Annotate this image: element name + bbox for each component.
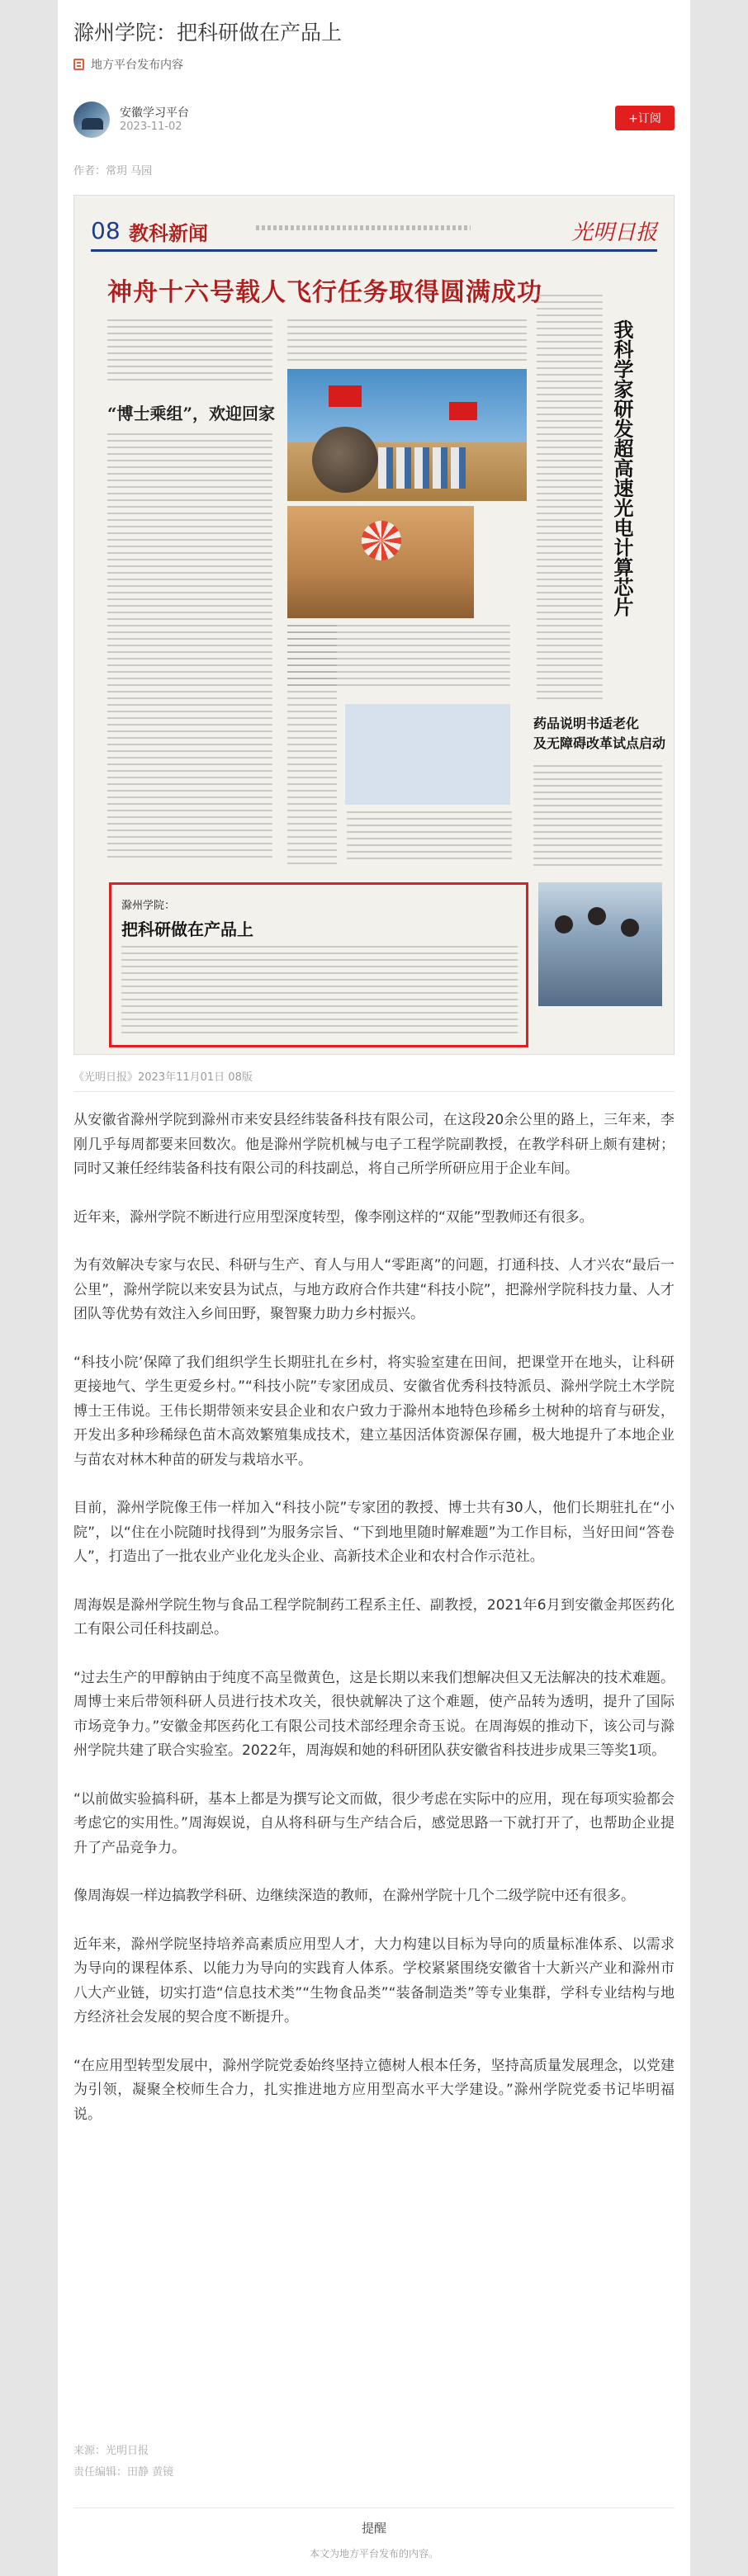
parachute-shape [362, 521, 401, 560]
sidebar-box [345, 704, 510, 805]
account-name[interactable]: 安徽学习平台 [120, 106, 189, 120]
side-headline-line-2: 及无障碍改革试点启动 [533, 735, 666, 751]
person-shape [588, 907, 606, 925]
source-text: 地方平台发布内容 [91, 59, 183, 72]
text-block [533, 765, 662, 867]
notice-text: 本文为地方平台发布的内容。 [309, 2548, 438, 2559]
text-block [347, 811, 512, 864]
newspaper-vertical-title: 我科学家研发超高速光电计算芯片 [610, 319, 634, 617]
paragraph: “以前做实验搞科研，基本上都是为撰写论文而做，很少考虑在实际中的应用，现在每项实验都会考虑它的实用性。”周海娱说，自从将科研与生产结合后，感觉思路一下就打开了，也帮助企业提升了产品竞争力。 [73, 1790, 675, 1856]
paragraph: “在应用型转型发展中，滁州学院党委始终坚持立德树人根本任务，坚持高质量发展理念，以党建为引领，凝聚全校师生合力，扎实推进地方应用型高水平大学建设。”滁州学院党委书记毕明福说。 [73, 2057, 675, 2123]
newspaper-page-number: 08 [91, 217, 121, 244]
publish-date: 2023-11-02 [120, 121, 182, 133]
account-row [73, 97, 675, 147]
notice-title: 提醒 [361, 2521, 386, 2536]
divider [73, 2507, 675, 2508]
article-editor: 责任编辑：田静 黄镜 [73, 2466, 174, 2479]
person-shape [621, 919, 639, 937]
boxed-kicker: 滁州学院： [121, 900, 176, 912]
crew-shape [378, 447, 469, 489]
newspaper-subheadline: “博士乘组”，欢迎回家 [107, 404, 276, 423]
boxed-headline: 把科研做在产品上 [121, 919, 253, 939]
text-block [107, 319, 272, 385]
students-photo [538, 882, 662, 1006]
masthead-fine-print [256, 225, 471, 230]
capsule-shape [312, 427, 378, 493]
paragraph: 近年来，滁州学院坚持培养高素质应用型人才，大力构建以目标为导向的质量标准体系、以需求为导向的课程体系、以能力为导向的实践育人体系。学校紧紧围绕安徽省十大新兴产业和滁州市八大产业链，切实打造“信息技术类”“生物食品类”“装备制造类”等专业集群，学科专业结构与地方经济社会发展的契合度不断提升。 [73, 1936, 675, 2025]
text-block [287, 625, 510, 691]
source-label [73, 56, 183, 73]
subscribe-button[interactable]: +订阅 [615, 106, 675, 130]
newspaper-section: 教科新闻 [129, 221, 208, 245]
article-body [73, 1108, 675, 2151]
paragraph: “科技小院’保障了我们组织学生长期驻扎在乡村，将实验室建在田间，把课堂开在地头，让科研更接地气、学生更爱乡村。”“科技小院”专家团成员、安徽省优秀科技特派员、滁州学院土木学院博士王伟说。王伟长期带领来安县企业和农户致力于滁州本地特色珍稀乡土树种的培育与研发，开发出多种珍稀绿色苗木高效繁殖集成技术，建立基因活体资源保存圃，极大地提升了本地企业与苗农对林木种苗的研发与栽培水平。 [73, 1354, 675, 1468]
flag-shape [449, 402, 477, 420]
avatar[interactable] [73, 102, 110, 138]
paragraph: 为有效解决专家与农民、科研与生产、育人与用人“零距离”的问题，打通科技、人才兴农“最后一公里”，滁州学院以来安县为试点，与地方政府合作共建“科技小院”，把滁州学院科技力量、人才团队等优势有效注入乡间田野，聚智聚力助力乡村振兴。 [73, 1257, 675, 1322]
paragraph: 从安徽省滁州学院到滁州市来安县经纬装备科技有限公司，在这段20余公里的路上，三年来，李刚几乎每周都要来回数次。他是滁州学院机械与电子工程学院副教授，在教学科研上颇有建树；同时又兼任经纬装备科技有限公司的科技副总，将自己所学所研应用于企业车间。 [73, 1112, 675, 1177]
document-icon [73, 59, 84, 70]
paragraph: 周海娱是滁州学院生物与食品工程学院制药工程系主任、副教授，2021年6月到安徽金邦医药化工有限公司任科技副总。 [73, 1596, 675, 1638]
paragraph: 近年来，滁州学院不断进行应用型深度转型，像李刚这样的“双能”型教师还有很多。 [73, 1208, 594, 1226]
article-title: 滁州学院：把科研做在产品上 [73, 21, 343, 45]
person-shape [555, 915, 573, 934]
newspaper-image[interactable] [73, 195, 675, 1055]
parachute-photo [287, 506, 474, 618]
article-source: 来源：光明日报 [73, 2445, 149, 2457]
highlighted-article-box [109, 882, 528, 1047]
side-headline-line-1: 药品说明书适老化 [533, 716, 640, 731]
text-block [107, 433, 272, 863]
text-block [121, 946, 518, 1038]
newspaper-side-headline [533, 714, 665, 754]
paragraph: 目前，滁州学院像王伟一样加入“科技小院”专家团的教授、博士共有30人，他们长期驻扎在“小院”，以“住在小院随时找得到”为服务宗旨、“下到地里随时解难题”为工作目标，当好田间“答卷人”，打造出了一批农业产业化龙头企业、高新技术企业和农村合作示范社。 [73, 1500, 675, 1565]
article-authors: 作者：常玥 马园 [73, 165, 153, 177]
landing-photo [287, 369, 527, 501]
article-page [58, 0, 690, 2576]
newspaper-headline: 神舟十六号载人飞行任务取得圆满成功 [107, 278, 542, 307]
paragraph: 像周海娱一样边搞教学科研、边继续深造的教师，在滁州学院十几个二级学院中还有很多。 [73, 1888, 635, 1904]
newspaper-logo: 光明日报 [570, 220, 657, 245]
paragraph: “过去生产的甲醇钠由于纯度不高呈微黄色，这是长期以来我们想解决但又无法解决的技术难题。周博士来后带领科研人员进行技术攻关，很快就解决了这个难题，使产品转为透明，提升了国际市场竞争力。”安徽金邦医药化工有限公司技术部经理余奇玉说。在周海娱的推动下，该公司与滁州学院共建了联合实验室。2022年，周海娱和她的科研团队获安徽省科技进步成果三等奖1项。 [73, 1669, 675, 1759]
divider [73, 1091, 675, 1092]
text-block [287, 319, 527, 362]
image-caption: 《光明日报》2023年11月01日 08版 [73, 1071, 253, 1084]
flag-shape [329, 385, 362, 407]
newspaper-masthead [91, 210, 657, 252]
